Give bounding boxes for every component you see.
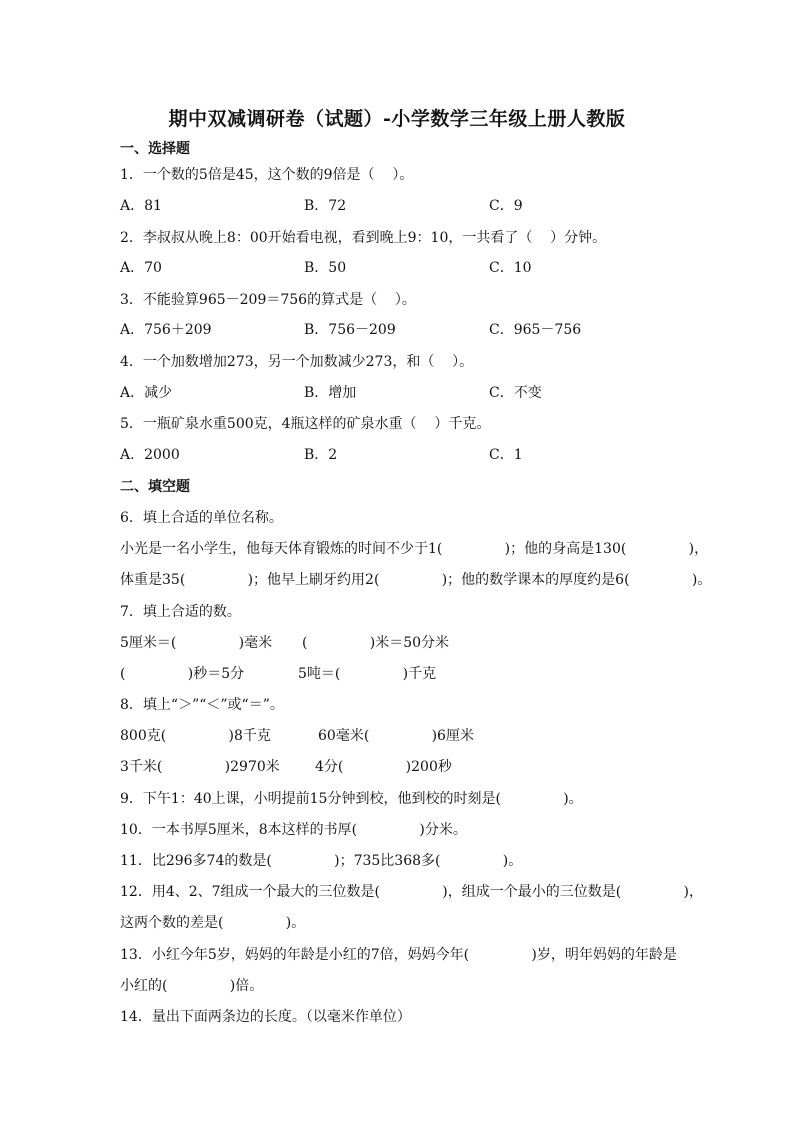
question-6-stem: 6．填上合适的单位名称。 [120, 510, 283, 526]
question-2-option-c: C．10 [489, 260, 532, 276]
section-heading-choice: 一、选择题 [120, 141, 190, 157]
question-13-line-2: 小红的( )倍。 [120, 978, 264, 994]
question-12-line-2: 这两个数的差是( )。 [120, 915, 306, 931]
question-5-option-c: C．1 [489, 447, 523, 463]
question-8-item-b: 60毫米( )6厘米 [318, 728, 474, 744]
question-1-option-b: B．72 [304, 198, 347, 214]
question-4-option-c: C．不变 [489, 385, 542, 401]
page-title: 期中双减调研卷（试题）-小学数学三年级上册人教版 [168, 108, 626, 130]
question-4-stem: 4．一个加数增加273，另一个加数减少273，和（ ）。 [120, 354, 474, 370]
question-5-option-a: A．2000 [120, 447, 180, 463]
question-2-option-b: B．50 [304, 260, 347, 276]
question-1-option-a: A．81 [120, 198, 162, 214]
question-10: 10．一本书厚5厘米，8本这样的书厚( )分米。 [120, 822, 467, 838]
question-13-line-1: 13．小红今年5岁，妈妈的年龄是小红的7倍，妈妈今年( )岁，明年妈妈的年龄是 [120, 947, 677, 963]
question-7-item-c: ( )秒＝5分 [120, 666, 245, 682]
question-3-option-b: B．756－209 [304, 322, 396, 338]
question-3-option-c: C．965－756 [489, 322, 582, 338]
question-2-option-a: A．70 [120, 260, 162, 276]
question-4-option-a: A．减少 [120, 385, 173, 401]
question-1-stem: 1．一个数的5倍是45，这个数的9倍是（ ）。 [120, 167, 414, 183]
question-11: 11．比296多74的数是( )；735比368多( )。 [120, 853, 523, 869]
question-8-item-a: 800克( )8千克 [120, 728, 271, 744]
question-8-stem: 8．填上“＞”“＜”或“＝”。 [120, 697, 284, 713]
question-8-item-c: 3千米( )2970米 [120, 759, 280, 775]
question-5-option-b: B．2 [304, 447, 338, 463]
question-7-item-a: 5厘米＝( )毫米 [120, 635, 273, 651]
question-8-item-d: 4分( )200秒 [315, 759, 452, 775]
question-1-option-c: C．9 [489, 198, 523, 214]
question-2-stem: 2．李叔叔从晚上8：00开始看电视，看到晚上9：10，一共看了（ ）分钟。 [120, 230, 607, 246]
question-7-item-b: ( )米＝50分米 [302, 635, 450, 651]
question-6-line-1: 小光是一名小学生，他每天体育锻炼的时间不少于1( )；他的身高是130( )， [120, 541, 709, 557]
question-3-stem: 3．不能验算965－209＝756的算式是（ ）。 [120, 292, 416, 308]
question-12-line-1: 12．用4、2、7组成一个最大的三位数是( )，组成一个最小的三位数是( )， [120, 884, 703, 900]
question-14: 14．量出下面两条边的长度。（以毫米作单位） [120, 1009, 411, 1025]
question-4-option-b: B．增加 [304, 385, 357, 401]
question-9: 9．下午1：40上课，小明提前15分钟到校，他到校的时刻是( )。 [120, 791, 583, 807]
question-3-option-a: A．756＋209 [120, 322, 212, 338]
section-heading-fill: 二、填空题 [120, 479, 190, 495]
question-5-stem: 5．一瓶矿泉水重500克，4瓶这样的矿泉水重（ ）千克。 [120, 416, 491, 432]
question-6-line-2: 体重是35( )；他早上刷牙约用2( )；他的数学课本的厚度约是6( )。 [120, 572, 712, 588]
question-7-stem: 7．填上合适的数。 [120, 604, 241, 620]
question-7-item-d: 5吨＝( )千克 [298, 666, 437, 682]
